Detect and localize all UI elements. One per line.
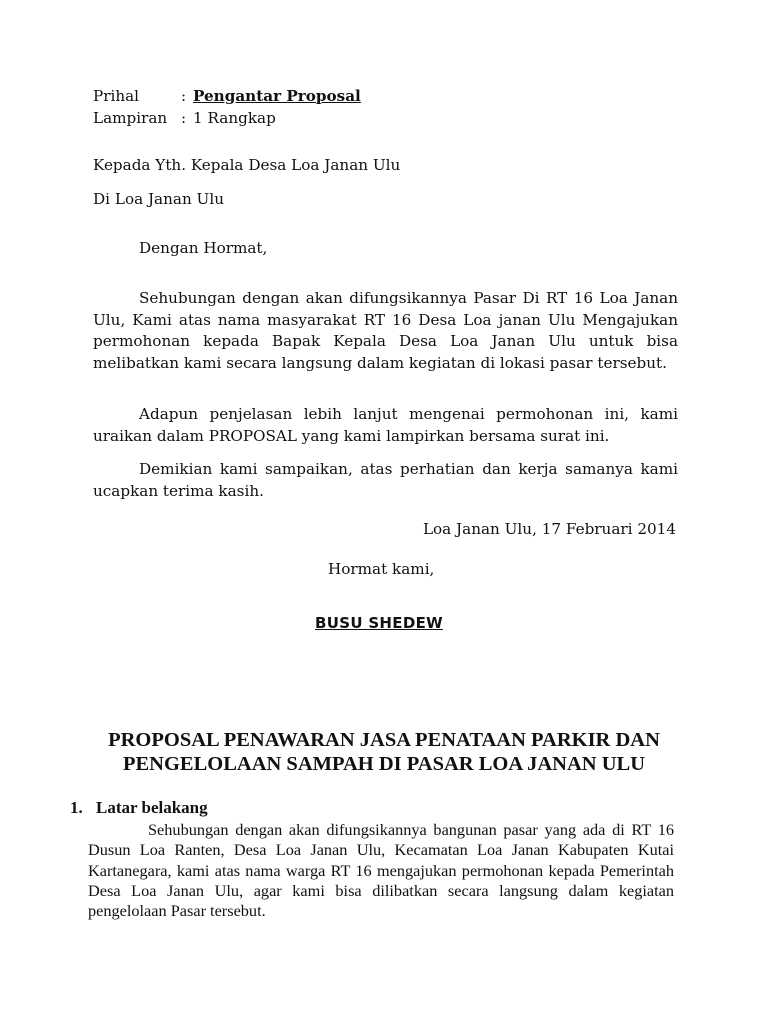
place-date: Loa Janan Ulu, 17 Februari 2014	[422, 520, 676, 538]
paragraph-3: Demikian kami sampaikan, atas perhatian dan kerja samanya kami ucapkan terima kasih.	[93, 460, 678, 500]
attachment-value: 1 Rangkap	[193, 108, 276, 127]
proposal-title-line-1: PROPOSAL PENAWARAN JASA PENATAAN PARKIR DAN	[108, 729, 660, 751]
recipient-location: Di Loa Janan Ulu	[93, 189, 224, 208]
attachment-row	[93, 108, 678, 130]
cover-letter	[93, 86, 678, 632]
paragraph-2: Adapun penjelasan lebih lanjut mengenai permohonan ini, kami uraikan dalam PROPOSAL yang kami lampirkan bersama surat ini.	[93, 405, 678, 445]
subject-value: Pengantar Proposal	[193, 87, 361, 105]
attachment-label: Lampiran	[93, 108, 168, 127]
subject-label: Prihal	[93, 87, 140, 105]
recipient-line: Kepada Yth. Kepala Desa Loa Janan Ulu	[93, 156, 401, 174]
section-title: Latar belakang	[96, 798, 208, 817]
attachment-colon: :	[181, 108, 187, 127]
section-number: 1.	[70, 798, 83, 817]
paragraph-1: Sehubungan dengan akan difungsikannya Pasar Di RT 16 Loa Janan Ulu, Kami atas nama masyarakat RT 16 Desa Loa janan Ulu Mengajukan permohonan kepada Bapak Kepala Desa Loa Janan Ulu untuk bisa melibatkan kami secara langsung dalam kegiatan di lokasi pasar tersebut.	[93, 289, 678, 372]
proposal-title	[60, 728, 708, 776]
section-background	[70, 798, 674, 921]
proposal-title-line-2: PENGELOLAAN SAMPAH DI PASAR LOA JANAN ULU	[122, 753, 646, 775]
closing-phrase: Hormat kami,	[328, 560, 435, 578]
section-heading	[70, 798, 674, 818]
subject-colon: :	[181, 87, 187, 105]
greeting: Dengan Hormat,	[139, 239, 268, 257]
section-body: Sehubungan dengan akan difungsikannya bangunan pasar yang ada di RT 16 Dusun Loa Ranten, Desa Loa Janan Ulu, Kecamatan Loa Janan Kabupaten Kutai Kartanegara, kami atas nama warga RT 16 mengajukan permohonan kepada Pemerintah Desa Loa Janan Ulu, agar kami bisa dilibatkan secara langsung dalam kegiatan pengelolaan Pasar tersebut.	[88, 820, 674, 921]
signer-name: BUSU SHEDEW	[315, 614, 443, 632]
subject-row	[93, 86, 678, 108]
